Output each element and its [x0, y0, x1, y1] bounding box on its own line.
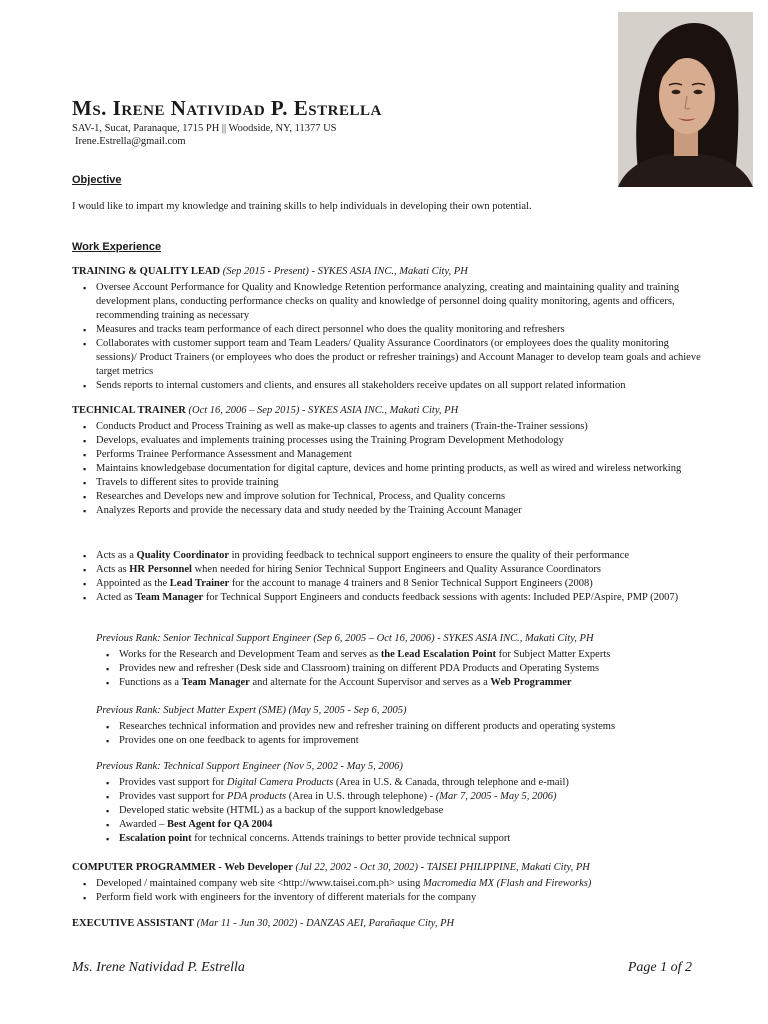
list-item: ▪ Provides one on one feedback to agents for improvement	[104, 734, 704, 748]
objective-text: I would like to impart my knowledge and training skills to help individuals in developing their own potential.	[72, 201, 532, 212]
footer-name: Ms. Irene Natividad P. Estrella	[72, 960, 245, 975]
list-item: ▪ Travels to different sites to provide training	[81, 476, 691, 490]
list-item: ▪ Maintains knowledgebase documentation for digital capture, devices and home printing products, as well as wired and wireless networking	[81, 462, 691, 476]
job-title: TRAINING & QUALITY LEAD	[72, 266, 221, 277]
list-item: ▪ Appointed as the Lead Trainer for the account to manage 4 trainers and 8 Senior Technical Support Engineers (2008)	[81, 577, 701, 591]
list-item: ▪ Performs Trainee Performance Assessment and Management	[81, 448, 691, 462]
sme-duties	[104, 720, 704, 748]
tse-duties	[104, 776, 704, 846]
senior-tse-duties	[104, 648, 704, 690]
job-training-lead-header	[72, 266, 468, 277]
list-item: ▪ Awarded – Best Agent for QA 2004	[104, 818, 704, 832]
job-meta: (Oct 16, 2006 – Sep 2015) - SYKES ASIA INC., Makati City, PH	[185, 405, 459, 416]
job-title: EXECUTIVE ASSISTANT	[72, 918, 195, 929]
job-executive-assistant-header	[72, 918, 454, 929]
list-item: ▪ Developed static website (HTML) as a backup of the support knowledgebase	[104, 804, 704, 818]
list-item: ▪ Analyzes Reports and provide the necessary data and study needed by the Training Account Manager	[81, 504, 691, 518]
technical-trainer-roles	[81, 549, 701, 605]
email: Irene.Estrella@gmail.com	[75, 136, 186, 147]
list-item: ▪ Functions as a Team Manager and alternate for the Account Supervisor and serves as a Web Programmer	[104, 676, 704, 690]
job-meta: (Sep 2015 - Present) - SYKES ASIA INC., Makati City, PH	[220, 266, 468, 277]
job-title: TECHNICAL TRAINER	[72, 405, 186, 416]
list-item: ▪ Measures and tracks team performance of each direct personnel who does the quality monitoring and refreshers	[81, 323, 706, 337]
list-item: ▪ Developed / maintained company web site <http://www.taisei.com.ph> using Macromedia MX (Flash and Fireworks)	[81, 877, 706, 891]
list-item: ▪ Sends reports to internal customers and clients, and ensures all stakeholders receive updates on all support related information	[81, 379, 706, 393]
address: SAV-1, Sucat, Paranaque, 1715 PH || Woodside, NY, 11377 US	[72, 123, 337, 134]
contact-info	[72, 122, 337, 148]
list-item: ▪ Collaborates with customer support team and Team Leaders/ Quality Assurance Coordinators (or employees does the quality monitoring sessions)/ Product Trainers (or employees who does the product or refresher trainings) and Account Manager to develop team goals and achieve target metrics	[81, 337, 706, 379]
list-item: ▪ Acts as HR Personnel when needed for hiring Senior Technical Support Engineers and Quality Assurance Coordinators	[81, 563, 701, 577]
list-item: ▪ Acted as Team Manager for Technical Support Engineers and conducts feedback sessions with agents: Included PEP/Aspire, PMP (2007)	[81, 591, 701, 605]
list-item: ▪ Provides vast support for Digital Camera Products (Area in U.S. & Canada, through telephone and e-mail)	[104, 776, 704, 790]
programmer-duties	[81, 877, 706, 905]
list-item: ▪ Provides new and refresher (Desk side and Classroom) training on different PDA Products and Operating Systems	[104, 662, 704, 676]
rank-senior-tse: Previous Rank: Senior Technical Support Engineer (Sep 6, 2005 – Oct 16, 2006) - SYKES ASIA INC., Makati City, PH	[96, 633, 594, 644]
list-item: ▪ Researches and Develops new and improve solution for Technical, Process, and Quality concerns	[81, 490, 691, 504]
list-item: ▪ Develops, evaluates and implements training processes using the Training Program Development Methodology	[81, 434, 691, 448]
job-programmer-header	[72, 862, 590, 873]
profile-photo	[618, 12, 753, 187]
list-item: ▪ Provides vast support for PDA products (Area in U.S. through telephone) - (Mar 7, 2005 - May 5, 2006)	[104, 790, 704, 804]
list-item: ▪ Oversee Account Performance for Quality and Knowledge Retention performance analyzing, creating and maintaining quality and training development plans, conducting performance checks on quality and knowledge of personnel doing quality monitoring, agents and officers, recommending training as necessary	[81, 281, 706, 323]
list-item: ▪ Works for the Research and Development Team and serves as the Lead Escalation Point for Subject Matter Experts	[104, 648, 704, 662]
candidate-name: Ms. Irene Natividad P. Estrella	[72, 96, 382, 120]
job-title: COMPUTER PROGRAMMER - Web Developer	[72, 862, 293, 873]
technical-trainer-duties	[81, 420, 691, 518]
rank-sme: Previous Rank: Subject Matter Expert (SME) (May 5, 2005 - Sep 6, 2005)	[96, 705, 407, 716]
work-experience-heading: Work Experience	[72, 241, 162, 253]
training-lead-duties	[81, 281, 706, 393]
portrait-image	[618, 12, 753, 187]
list-item: ▪ Researches technical information and provides new and refresher training on different products and operating systems	[104, 720, 704, 734]
list-item: ▪ Perform field work with engineers for the inventory of different materials for the company	[81, 891, 706, 905]
list-item: ▪ Conducts Product and Process Training as well as make-up classes to agents and trainers (Train-the-Trainer sessions)	[81, 420, 691, 434]
objective-heading: Objective	[72, 174, 122, 186]
job-meta: (Mar 11 - Jun 30, 2002) - DANZAS AEI, Parañaque City, PH	[194, 918, 455, 929]
job-meta: (Jul 22, 2002 - Oct 30, 2002) - TAISEI PHILIPPINE, Makati City, PH	[292, 862, 590, 873]
list-item: ▪ Acts as a Quality Coordinator in providing feedback to technical support engineers to ensure the quality of their performance	[81, 549, 701, 563]
list-item: ▪ Escalation point for technical concerns. Attends trainings to better provide technical support	[104, 832, 704, 846]
job-technical-trainer-header	[72, 405, 458, 416]
rank-tse: Previous Rank: Technical Support Engineer (Nov 5, 2002 - May 5, 2006)	[96, 761, 403, 772]
page-number: Page 1 of 2	[627, 960, 692, 975]
